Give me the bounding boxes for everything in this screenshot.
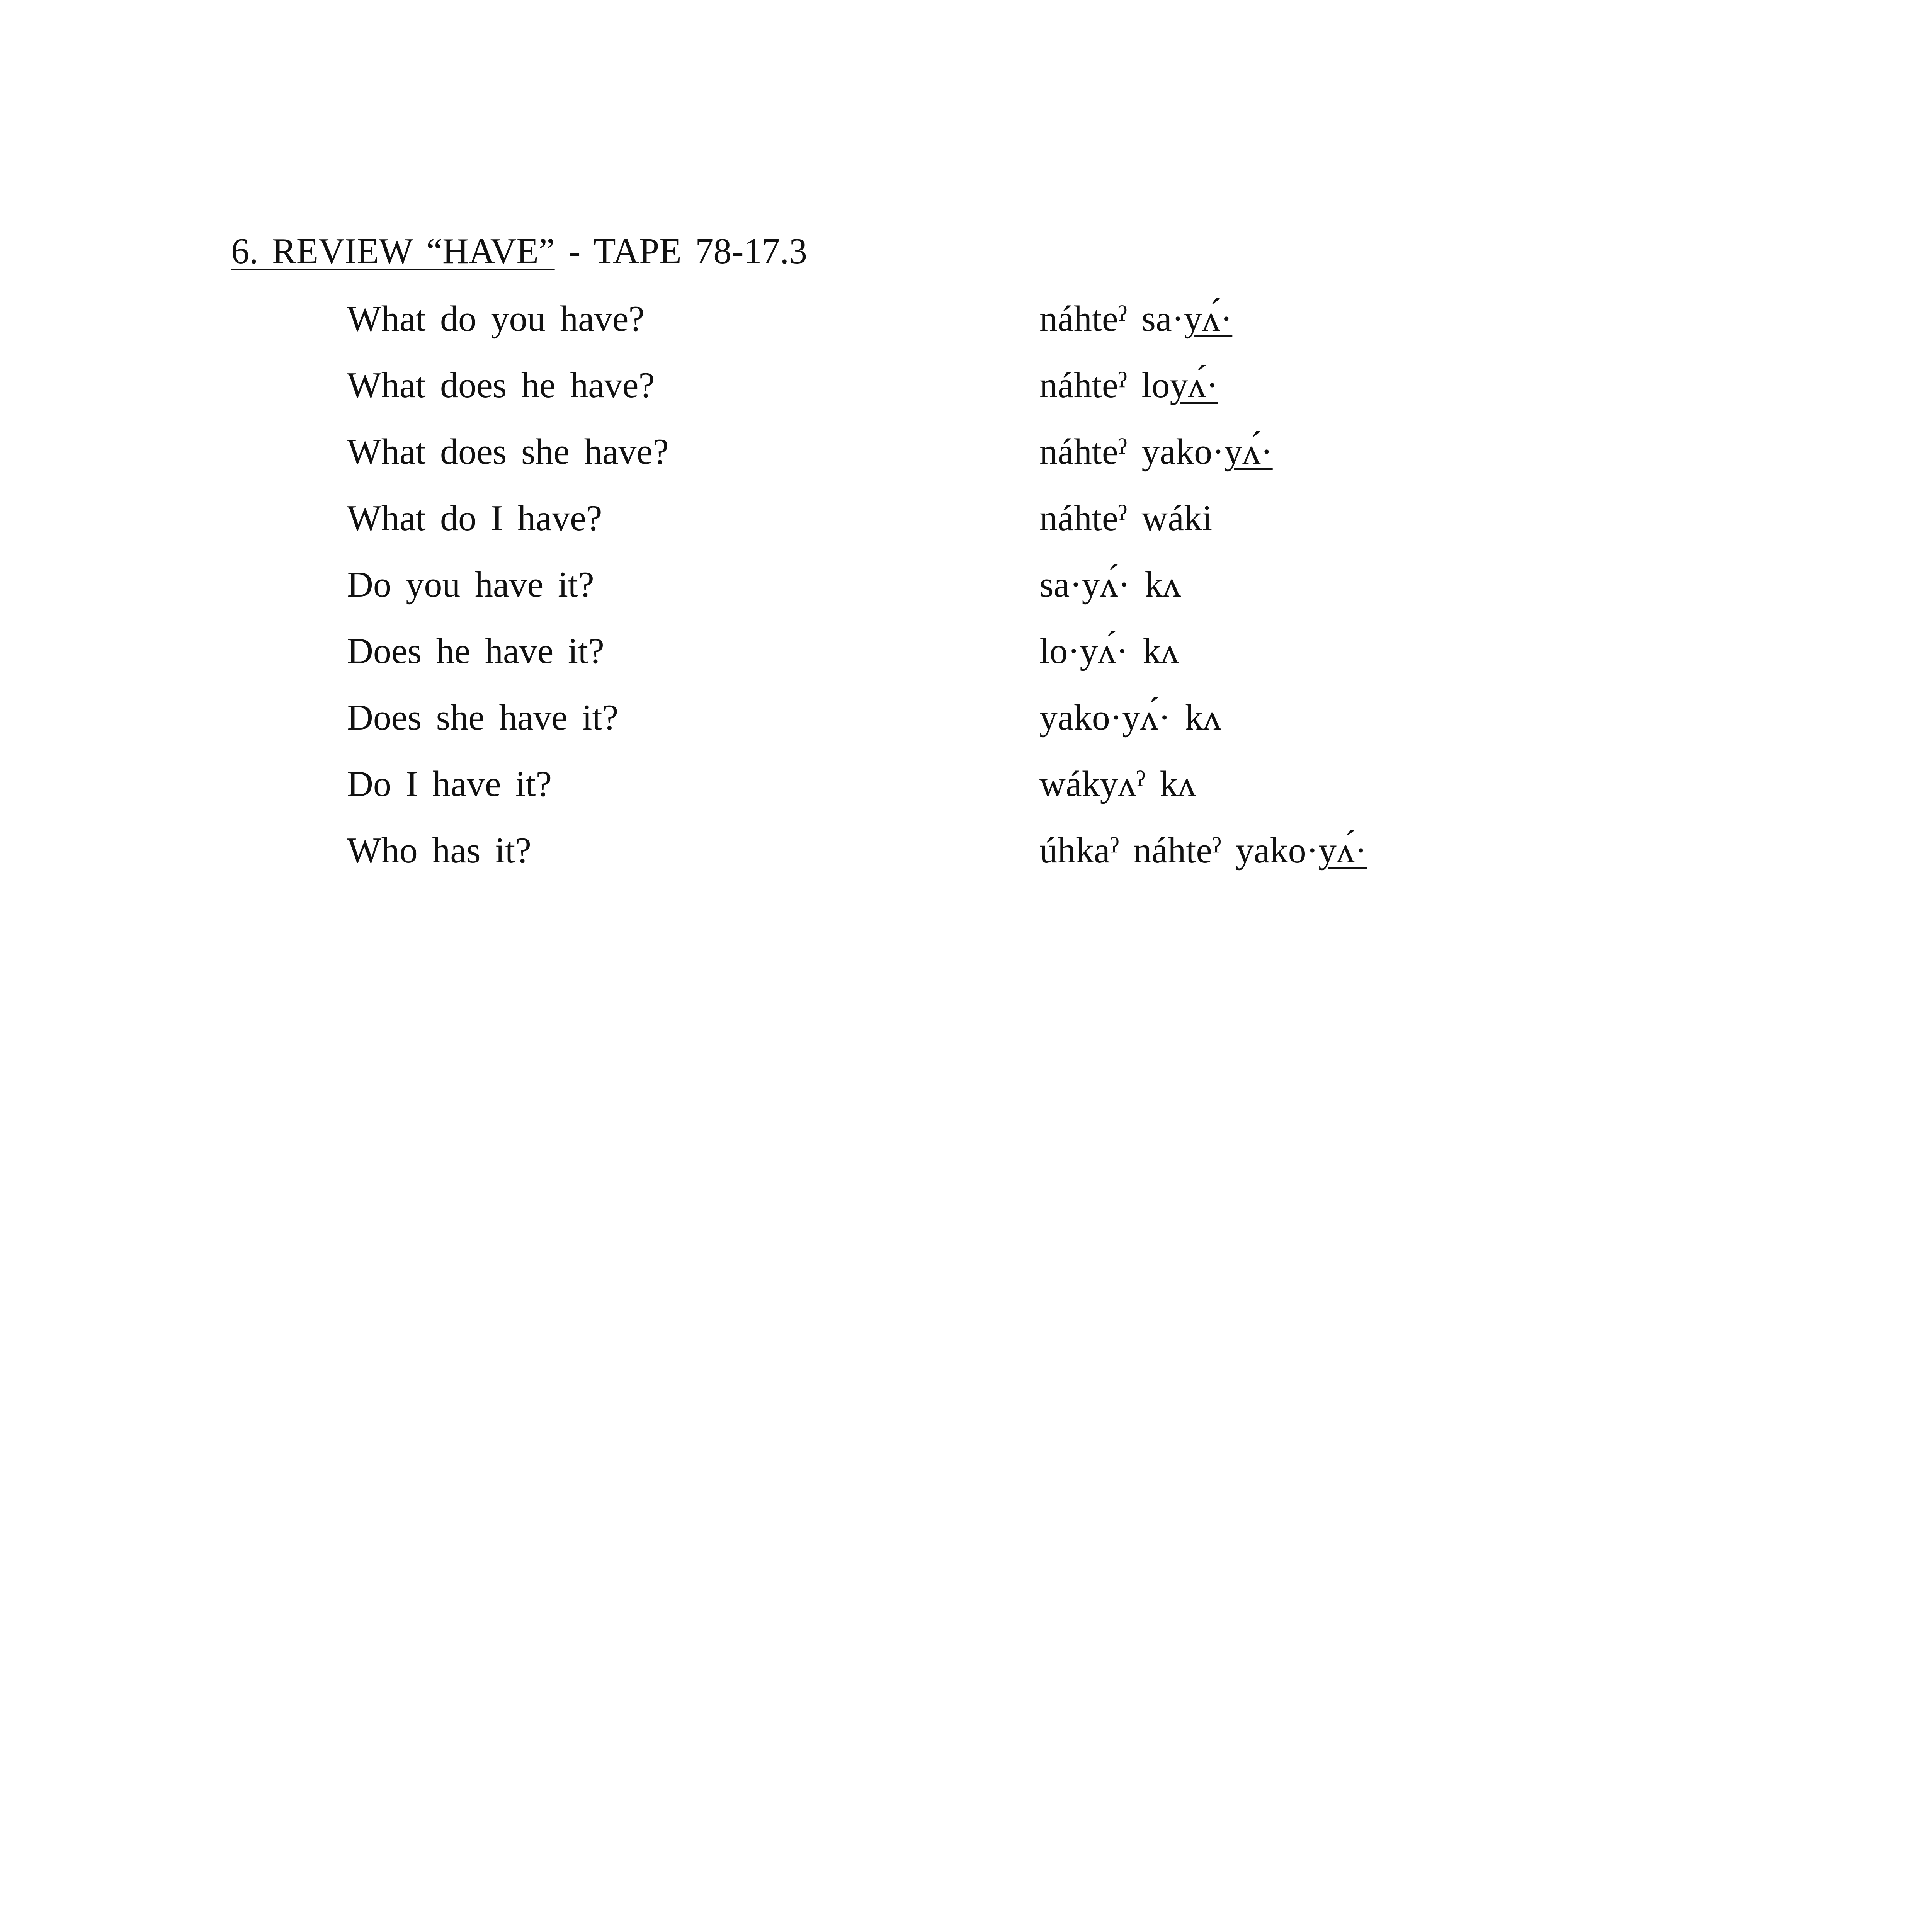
phrase-row [0, 692, 1932, 759]
section-heading [231, 226, 807, 276]
native-phrase-text: sa·yʌ́· kʌ [1039, 565, 1181, 605]
phrase-row [0, 825, 1932, 892]
native-phrase [1039, 560, 1181, 610]
native-phrase [1039, 427, 1273, 477]
english-phrase: What do I have? [347, 498, 602, 538]
heading-separator: - [554, 231, 594, 271]
native-phrase-text: yako·yʌ́· kʌ [1039, 697, 1221, 738]
native-phrase-underlined: yʌ́· [1184, 299, 1233, 339]
english-phrase: What does she have? [347, 432, 669, 472]
heading-title: REVIEW “HAVE” [272, 231, 555, 271]
phrase-list [0, 294, 1932, 892]
english-phrase: Does he have it? [347, 631, 604, 671]
heading-number-title [231, 231, 555, 271]
native-phrase-underlined: yʌ́· [1170, 365, 1218, 405]
native-phrase-text: úhkaˀ náhteˀ yako· [1039, 830, 1318, 871]
phrase-row [0, 360, 1932, 427]
native-phrase [1039, 759, 1196, 809]
phrase-row [0, 560, 1932, 626]
phrase-row [0, 626, 1932, 692]
native-phrase [1039, 825, 1367, 876]
native-phrase-text: náhteˀ sa· [1039, 299, 1184, 339]
english-phrase: What does he have? [347, 365, 655, 405]
native-phrase-text: náhteˀ wáki [1039, 498, 1213, 538]
phrase-row [0, 427, 1932, 493]
phrase-row [0, 294, 1932, 360]
native-phrase-underlined: yʌ́· [1318, 830, 1367, 871]
native-phrase-underlined: yʌ́· [1224, 432, 1273, 472]
heading-number: 6. [231, 231, 259, 271]
english-phrase: Do I have it? [347, 764, 552, 804]
native-phrase-text: lo·yʌ́· kʌ [1039, 631, 1179, 671]
native-phrase [1039, 360, 1218, 410]
english-phrase: Who has it? [347, 830, 531, 871]
native-phrase [1039, 294, 1232, 344]
native-phrase [1039, 493, 1212, 543]
native-phrase [1039, 692, 1221, 743]
english-phrase: Do you have it? [347, 565, 594, 605]
phrase-row [0, 493, 1932, 560]
english-phrase: Does she have it? [347, 697, 619, 738]
native-phrase-text: wákyʌˀ kʌ [1039, 764, 1196, 804]
native-phrase [1039, 626, 1179, 676]
native-phrase-text: náhteˀ yako· [1039, 432, 1225, 472]
english-phrase: What do you have? [347, 299, 645, 339]
native-phrase-text: náhteˀ lo [1039, 365, 1170, 405]
heading-tape: TAPE 78-17.3 [594, 231, 808, 271]
phrase-row [0, 759, 1932, 825]
